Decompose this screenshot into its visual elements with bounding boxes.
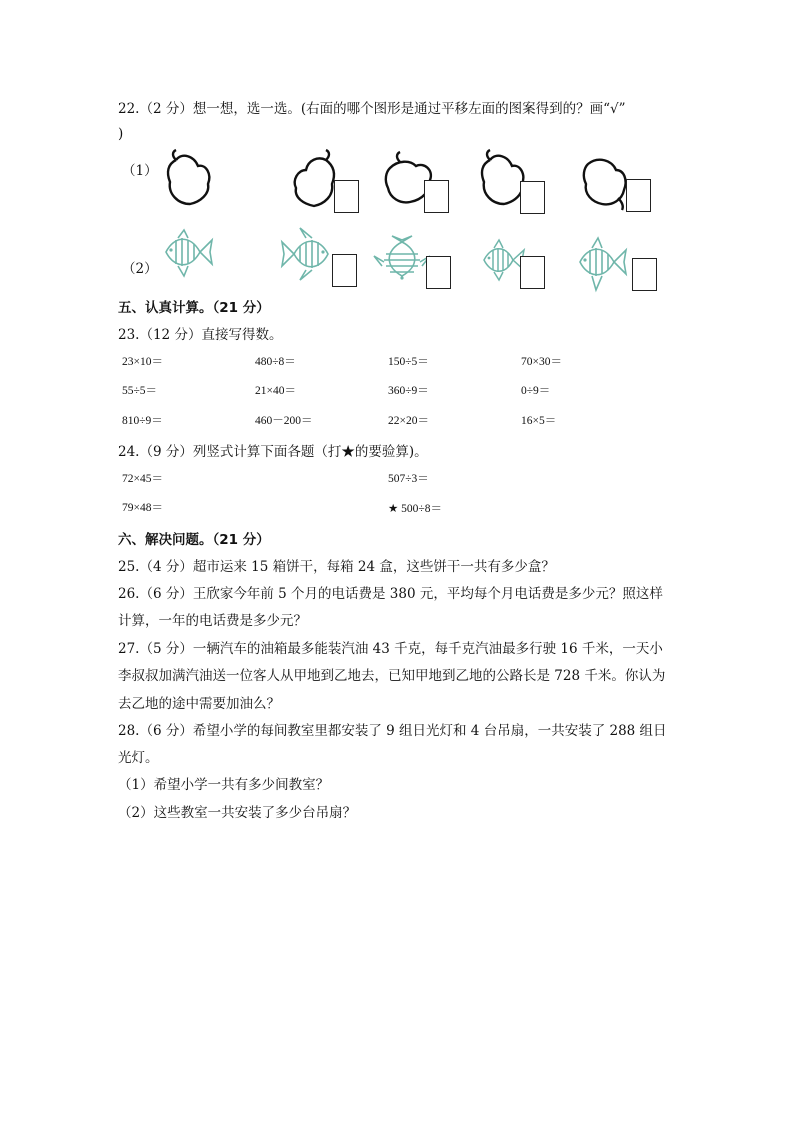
fish-option-2-figure [374,236,430,284]
q28-sub-question: （1）希望小学一共有多少间教室？ [118,777,330,793]
q23-text: 23.（12 分）直接写得数。 [118,327,283,343]
q25-text: 25.（4 分）超市运来 15 箱饼干，每箱 24 盒，这些饼干一共有多少盒？ [118,559,555,575]
q26-line: 26.（6 分）王欣家今年前 5 个月的电话费是 380 元，平均每个月电话费是多少元？照这样 [118,586,663,602]
q24-item: 507÷3＝ [388,473,429,485]
q23-calc: 480÷8＝ [255,356,296,368]
section-5-title: 五、认真计算。（21 分） [118,300,270,316]
q23-calc: 21×40＝ [255,385,296,397]
fish-option-4-answer-box[interactable] [632,258,657,291]
q28-line: 28.（6 分）希望小学的每间教室里都安装了 9 组日光灯和 4 台吊扇，一共安装了 288 组日 [118,723,667,739]
q26-line: 计算，一年的电话费是多少元？ [118,613,307,629]
q27-line: 李叔叔加满汽油送一位客人从甲地到乙地去，已知甲地到乙地的公路长是 728 千米。你认为 [118,668,666,684]
fish-option-2-answer-box[interactable] [426,256,451,289]
q23-calc: 360÷9＝ [388,385,429,397]
leaf-option-1-answer-box[interactable] [334,180,359,213]
q22-row1-label: （1） [122,163,158,179]
q27-line: 27.（5 分）一辆汽车的油箱最多能装汽油 43 千克，每千克汽油最多行驶 16 千米，一天小 [118,641,663,657]
fish-option-1-answer-box[interactable] [332,254,357,287]
leaf-option-3-answer-box[interactable] [520,181,545,214]
q24-item: 72×45＝ [122,473,163,485]
q24-text: 24.（9 分）列竖式计算下面各题（打★的要验算)。 [118,444,428,460]
q23-calc: 0÷9＝ [521,385,551,397]
q22-close-paren: ) [118,126,124,142]
q23-calc: 55÷5＝ [122,385,158,397]
q23-calc: 23×10＝ [122,356,163,368]
fish-option-4-figure [574,236,630,290]
leaf-option-2-answer-box[interactable] [424,180,449,213]
q23-calc: 70×30＝ [521,356,562,368]
q23-calc: 810÷9＝ [122,415,163,427]
q24-item-starred: ★ 500÷8＝ [388,503,442,515]
leaf-original-figure [160,150,220,210]
q22-text: 22.（2 分）想一想，选一选。(右面的哪个图形是通过平移左面的图案得到的？画“√” [118,101,626,117]
q28-line: 光灯。 [118,750,159,766]
q28-sub-question: （2）这些教室一共安装了多少台吊扇？ [118,805,357,821]
q23-calc: 460－200＝ [255,415,313,427]
q22-row2-label: （2） [122,261,158,277]
fish-option-1-figure [278,228,334,280]
q24-item: 79×48＝ [122,502,163,514]
leaf-option-4-answer-box[interactable] [626,179,651,212]
q23-calc: 150÷5＝ [388,356,429,368]
q27-line: 去乙地的途中需要加油么？ [118,696,280,712]
q23-calc: 22×20＝ [388,415,429,427]
q23-calc: 16×5＝ [521,415,557,427]
fish-original-figure [160,230,216,276]
fish-option-3-answer-box[interactable] [520,256,545,289]
section-6-title: 六、解决问题。（21 分） [118,532,270,548]
